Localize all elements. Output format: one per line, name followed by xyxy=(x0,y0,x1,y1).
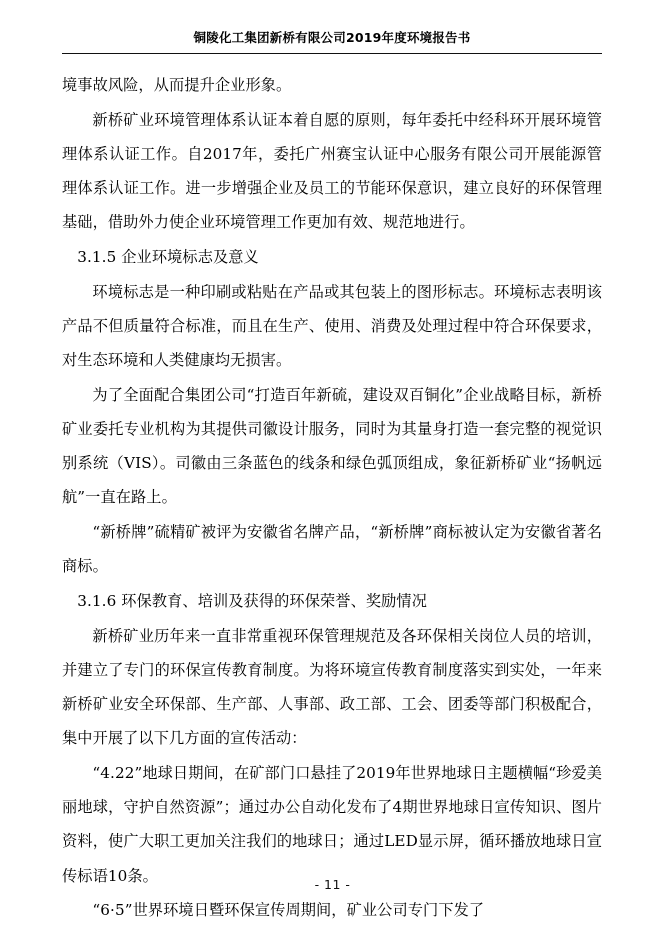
paragraph: “4.22”地球日期间，在矿部门口悬挂了2019年世界地球日主题横幅“珍爱美丽地球，守护自然资源”；通过办公自动化发布了4期世界地球日宣传知识、图片资料，使广大职工更加关注我们的地球日；通过LED显示屏，循环播放地球日宣传标语10条。 xyxy=(62,764,603,885)
page-number: - 11 - xyxy=(314,877,351,892)
paragraph: “6·5”世界环境日暨环保宣传周期间，矿业公司专门下发了 xyxy=(92,901,485,920)
page-content xyxy=(62,28,602,928)
paragraph: 新桥矿业环境管理体系认证本着自愿的原则，每年委托中经科环开展环境管理体系认证工作。自2017年，委托广州赛宝认证中心服务有限公司开展能源管理体系认证工作。进一步增强企业及员工的节能环保意识，建立良好的环保管理基础，借助外力使企业环境管理工作更加有效、规范地进行。 xyxy=(62,110,602,232)
paragraph: 新桥矿业历年来一直非常重视环保管理规范及各环保相关岗位人员的培训，并建立了专门的环保宣传教育制度。为将环境宣传教育制度落实到实处，一年来新桥矿业安全环保部、生产部、人事部、政工部、工会、团委等部门积极配合，集中开展了以下几方面的宣传活动： xyxy=(62,626,602,748)
paragraph: “新桥牌”硫精矿被评为安徽省名牌产品，“新桥牌”商标被认定为安徽省著名商标。 xyxy=(62,523,602,576)
section-heading-3-1-5: 3.1.5 企业环境标志及意义 xyxy=(77,248,259,267)
paragraph: 为了全面配合集团公司“打造百年新硫，建设双百铜化”企业战略目标，新桥矿业委托专业机构为其提供司徽设计服务，同时为其量身打造一套完整的视觉识别系统（VIS）。司徽由三条蓝色的线条和绿色弧顶组成，象征新桥矿业“扬帆远航”一直在路上。 xyxy=(62,385,602,507)
paragraph: 境事故风险，从而提升企业形象。 xyxy=(62,76,292,94)
section-heading-3-1-6: 3.1.6 环保教育、培训及获得的环保荣誉、奖励情况 xyxy=(77,592,428,611)
header-divider xyxy=(62,53,602,54)
paragraph: 环境标志是一种印刷或粘贴在产品或其包装上的图形标志。环境标志表明该产品不但质量符合标准，而且在生产、使用、消费及处理过程中符合环保要求，对生态环境和人类健康均无损害。 xyxy=(62,282,602,370)
page-header-title: 铜陵化工集团新桥有限公司2019年度环境报告书 xyxy=(193,30,471,45)
body-text xyxy=(62,68,602,928)
